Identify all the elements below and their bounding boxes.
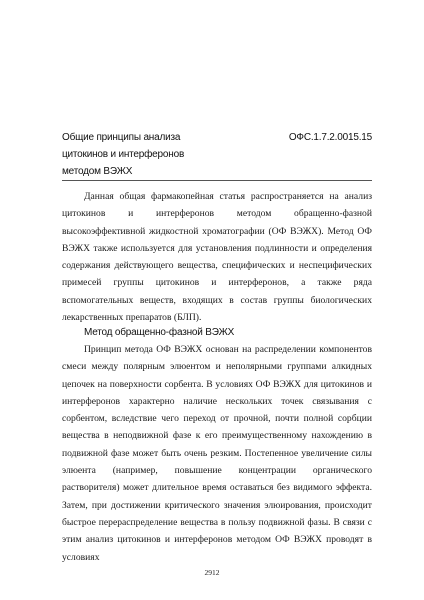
article-title-line-3: методом ВЭЖХ [62,166,133,177]
article-title-line-1: Общие принципы анализа [62,132,181,143]
header-row-2 [62,146,372,163]
principle-paragraph: Принцип метода ОФ ВЭЖХ основан на распределении компонентов смеси между полярным элюентом и неполярными группами алкидных цепочек на поверхности сорбента. В условиях ОФ ВЭЖХ для цитокинов и интерферонов характерно наличие нескольких точек связывания с сорбентом, вследствие чего переход от прочной, почти полной сорбции вещества в неподвижной фазе к его преимущественному нахождению в подвижной фазе может быть очень резким. Постепенное увеличение силы элюента (например, повышение концентрации органического растворителя) может длительное время оставаться без видимого эффекта. Затем, при достижении критического значения элюирования, происходит быстрое перераспределение вещества в пользу подвижной фазы. В связи с этим анализ цитокинов и интерферонов методом ОФ ВЭЖХ проводят в условиях [62,344,372,563]
principle-paragraph-block [62,341,372,566]
page-number: 2912 [204,568,220,577]
header-row-3 [62,163,372,180]
header-row-1 [62,129,372,146]
article-header [62,129,372,180]
section-heading: Метод обращенно-фазной ВЭЖХ [84,327,235,338]
intro-paragraph: Данная общая фармакопейная статья распространяется на анализ цитокинов и интерферонов методом обращенно-фазной высокоэффективной жидкостной хроматографии (ОФ ВЭЖХ). Метод ОФ ВЭЖХ также используется для установления подлинности и определения содержания действующего вещества, специфических и неспецифических примесей группы цитокинов и интерферонов, а также ряда вспомогательных веществ, входящих в состав группы биологических лекарственных препаратов (БЛП). [62,191,372,324]
intro-paragraph-block [62,188,372,326]
header-divider [62,180,372,181]
article-title-line-2: цитокинов и интерферонов [62,149,185,160]
article-code: ОФС.1.7.2.0015.15 [288,132,372,143]
